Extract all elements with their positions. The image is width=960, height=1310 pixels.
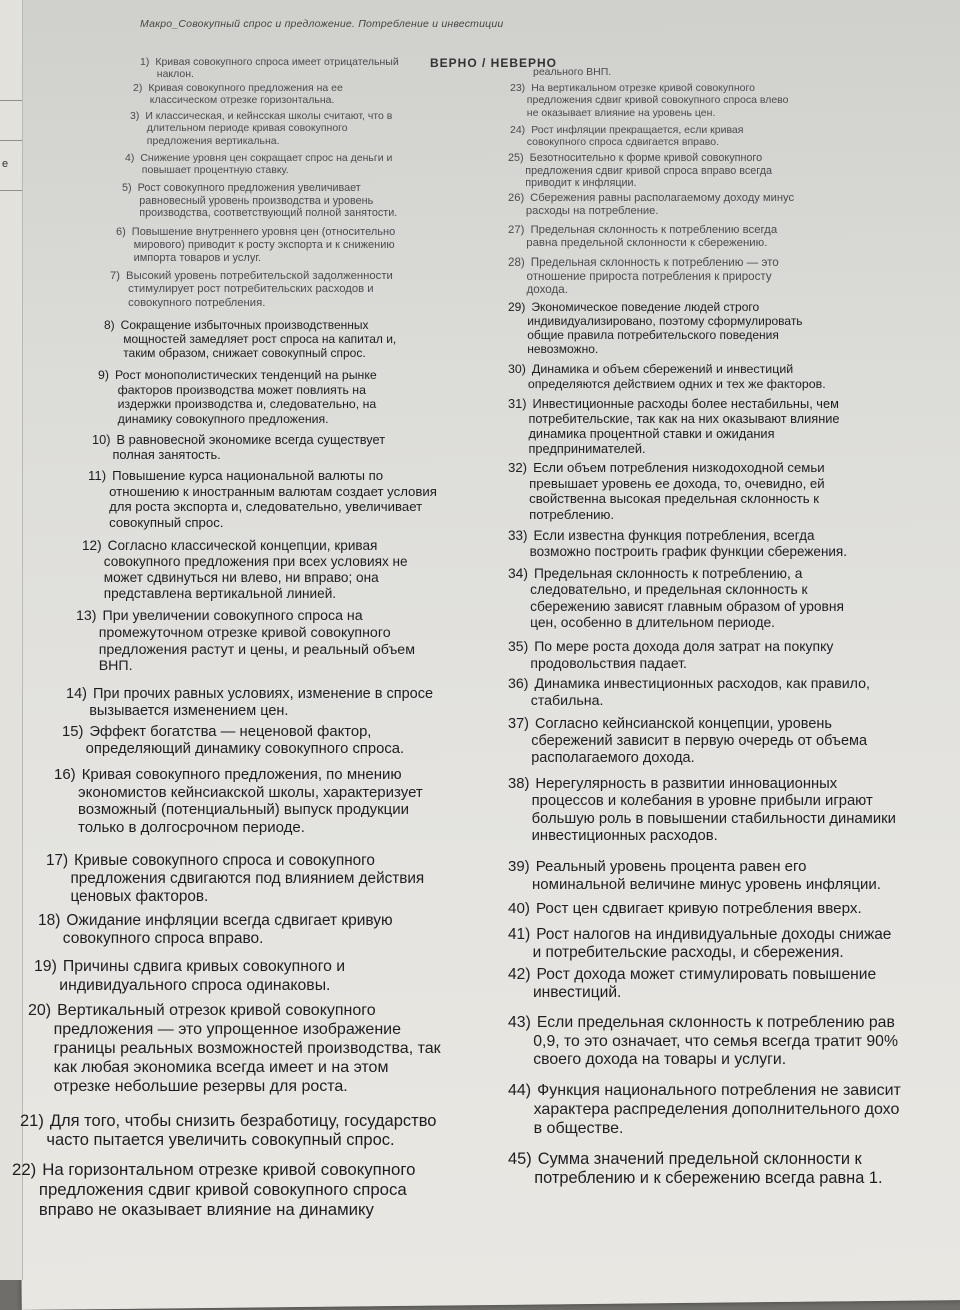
statement-item xyxy=(88,468,437,530)
statement-text: Кривая совокупного спроса имеет отрицательный xyxy=(155,56,399,68)
statement-item xyxy=(46,852,424,906)
statement-number: 42) xyxy=(508,966,531,983)
statement-text: отношению к иностранным валютам создает условия xyxy=(109,483,437,499)
statement-text: совокупный спрос. xyxy=(109,514,224,530)
statement-text: Сокращение избыточных производственных xyxy=(120,318,369,332)
statement-text: полная занятость. xyxy=(112,447,221,463)
statement-text: Нерегулярность в развитии инновационных xyxy=(535,776,838,792)
statement-text: Сбережения равны располагаемому доходу минус xyxy=(530,192,795,204)
statement-number: 20) xyxy=(28,1002,52,1019)
statement-text: определяющий динамику совокупного спроса. xyxy=(85,741,405,758)
statement-text: Высокий уровень потребительской задолженности xyxy=(126,270,393,282)
statement-text: предложения — это упрощенное изображение xyxy=(53,1020,401,1038)
statement-number: 24) xyxy=(510,124,526,136)
statement-item xyxy=(34,958,345,995)
statement-text: следовательно, и предельная склонность к xyxy=(530,582,808,598)
statement-text: приводит к инфляции. xyxy=(525,177,637,190)
statement-text: На вертикальном отрезке кривой совокупного xyxy=(531,82,755,94)
statement-item xyxy=(508,362,826,391)
statement-text: предложения сдвигаются под влиянием действия xyxy=(70,870,425,888)
statement-text: промежуточном отрезке кривой совокупного xyxy=(98,624,391,641)
statement-item xyxy=(28,1002,441,1096)
statement-text: Вертикальный отрезок кривой совокупного xyxy=(57,1002,376,1019)
statement-number: 12) xyxy=(82,538,102,553)
statement-number: 41) xyxy=(508,926,531,943)
statement-text: располагаемого дохода. xyxy=(531,750,695,767)
statement-item xyxy=(533,66,611,78)
statement-text: большую роль в повышении стабильности динамики xyxy=(531,810,896,827)
statement-text: только в долгосрочном периоде. xyxy=(78,819,305,837)
statement-item xyxy=(92,432,385,462)
underlying-sheet-edge xyxy=(0,0,23,1280)
statement-number: 13) xyxy=(76,608,97,624)
statement-number: 6) xyxy=(116,226,126,238)
statement-text: Ожидание инфляции всегда сдвигает кривую xyxy=(66,912,393,929)
statement-number: 7) xyxy=(110,270,121,282)
statement-text: Безотносительно к форме кривой совокупного xyxy=(529,152,763,164)
statement-text: Повышение внутреннего уровня цен (относительно xyxy=(131,226,396,238)
statement-text: предложения сдвиг кривой спроса вправо всегда xyxy=(525,164,773,177)
statement-text: На горизонтальном отрезке кривой совокупного xyxy=(42,1160,416,1179)
statement-number: 3) xyxy=(130,110,140,122)
edge-table-cell xyxy=(0,100,22,141)
statement-text: Кривая совокупного предложения, по мнению xyxy=(81,766,402,783)
statement-text: своего дохода на товары и услуги. xyxy=(533,1051,787,1069)
statement-item xyxy=(20,1112,436,1151)
statement-item xyxy=(98,368,377,426)
statement-item xyxy=(508,256,779,297)
statement-text: потребительские, так как на них оказывают влияние xyxy=(528,411,840,427)
statement-number: 17) xyxy=(46,852,69,869)
statement-text: стимулирует рост потребительских расходов и xyxy=(128,283,374,296)
statement-text: часто пытается увеличить совокупный спрос. xyxy=(46,1131,395,1150)
statement-text: равновесный уровень производства и уровень xyxy=(139,194,374,207)
statement-item xyxy=(510,82,788,119)
statement-text: предложения растут и цены, и реальный объем xyxy=(98,641,415,658)
statement-text: Согласно классической концепции, кривая xyxy=(107,538,378,553)
statement-item xyxy=(38,912,393,949)
statement-number: 44) xyxy=(508,1082,532,1099)
statement-text: возможно построить график функции сбережения. xyxy=(529,543,847,559)
statement-number: 2) xyxy=(133,82,143,94)
statement-number: 35) xyxy=(508,638,529,654)
statement-text: потреблению. xyxy=(529,506,615,522)
statement-text: номинальной величине минус уровень инфляции. xyxy=(532,875,881,893)
statement-item xyxy=(508,152,772,190)
statement-text: В равновесной экономике всегда существует xyxy=(116,432,386,447)
statement-text: возможный (потенциальный) выпуск продукции xyxy=(78,801,410,819)
statement-text: инвестиционных расходов. xyxy=(531,828,718,845)
statement-item xyxy=(116,226,395,265)
statement-text: Если предельная склонность к потреблению рав xyxy=(536,1014,895,1031)
statement-text: в обществе. xyxy=(533,1119,624,1137)
statement-text: границы реальных возможностей производства, так xyxy=(53,1039,441,1057)
statement-text: ценовых факторов. xyxy=(70,888,209,906)
statement-text: отношение прироста потребления к приросту xyxy=(526,269,772,283)
statement-item xyxy=(82,538,408,602)
statement-text: Функция национального потребления не зависит xyxy=(537,1082,901,1099)
statement-text: При увеличении совокупного спроса на xyxy=(102,608,363,624)
statement-number: 27) xyxy=(508,224,525,236)
statement-item xyxy=(508,900,862,918)
statement-text: Повышение курса национальной валюты по xyxy=(112,468,384,483)
statement-text: Динамика и объем сбережений и инвестиций xyxy=(531,362,794,376)
statement-item xyxy=(510,124,743,149)
statement-text: факторов производства может повлиять на xyxy=(117,382,366,397)
statement-text: продовольствия падает. xyxy=(530,654,687,671)
statement-text: динамику совокупного предложения. xyxy=(117,411,329,426)
statement-item xyxy=(508,716,867,767)
statement-number: 32) xyxy=(508,460,528,475)
statement-number: 8) xyxy=(104,318,115,332)
statement-text: отрезке небольшие резервы для роста. xyxy=(53,1077,348,1095)
statement-text: представлена вертикальной линией. xyxy=(103,586,337,602)
statement-text: 0,9, то это означает, что семья всегда тратит 90% xyxy=(533,1032,899,1050)
statement-text: Рост дохода может стимулировать повышение xyxy=(536,966,877,983)
statement-number: 30) xyxy=(508,362,526,376)
statement-text: может сдвинуться ни влево, ни вправо; она xyxy=(103,570,379,586)
statement-item xyxy=(508,858,881,893)
statement-item xyxy=(508,1150,883,1189)
statement-text: как любая экономика всегда имеет и на этом xyxy=(53,1058,389,1076)
statement-text: совокупного потребления. xyxy=(128,296,266,309)
statement-text: Рост инфляции прекращается, если кривая xyxy=(531,124,744,136)
statement-text: индивидуального спроса одинаковы. xyxy=(59,976,331,994)
statement-text: реального ВНП. xyxy=(533,66,612,78)
statement-text: для роста экспорта и, следовательно, увеличивает xyxy=(109,499,423,515)
statement-number: 38) xyxy=(508,776,530,792)
statement-text: мощностей замедляет рост спроса на капитал и, xyxy=(123,332,397,347)
statement-item xyxy=(508,300,803,357)
statement-item xyxy=(508,676,870,710)
statement-item xyxy=(508,192,794,218)
statement-number: 26) xyxy=(508,192,525,204)
statement-number: 40) xyxy=(508,900,530,917)
statement-item xyxy=(508,566,844,631)
statement-text: И классическая, и кейнсская школы считают, что в xyxy=(145,110,393,122)
statement-number: 4) xyxy=(125,152,135,164)
statement-number: 1) xyxy=(140,56,150,68)
statement-text: Снижение уровня цен сокращает спрос на деньги и xyxy=(140,152,393,164)
statement-text: инвестиций. xyxy=(532,984,622,1002)
statement-item xyxy=(140,56,399,81)
statement-item xyxy=(508,1014,898,1070)
statement-text: характера распределения дополнительного дохо xyxy=(533,1100,900,1118)
statement-text: Реальный уровень процента равен его xyxy=(535,858,807,875)
statement-number: 22) xyxy=(12,1160,37,1179)
statement-number: 43) xyxy=(508,1014,531,1031)
statement-text: Сумма значений предельной склонности к xyxy=(537,1150,862,1168)
statement-item xyxy=(12,1160,415,1219)
statement-text: свойственна высокая предельная склонность к xyxy=(529,491,820,507)
statement-text: Экономическое поведение людей строго xyxy=(531,300,760,314)
statement-number: 21) xyxy=(20,1112,44,1130)
statement-item xyxy=(110,270,393,310)
statement-text: процессов и колебания в уровне прибыли играют xyxy=(531,793,873,810)
statement-text: невозможно. xyxy=(527,342,599,357)
statement-text: цен, особенно в длительном периоде. xyxy=(530,614,775,630)
statement-number: 9) xyxy=(98,368,109,382)
statement-text: сбережению зависят главным образом of уровня xyxy=(530,598,844,614)
statement-item xyxy=(133,82,343,107)
statement-text: Рост монополистических тенденций на рынке xyxy=(114,368,377,382)
statement-item xyxy=(508,926,891,962)
statement-number: 36) xyxy=(508,676,529,692)
statement-number: 14) xyxy=(66,686,87,702)
statement-text: Предельная склонность к потреблению всегда xyxy=(530,224,778,236)
statement-text: производства, соответствующий полной занятости. xyxy=(139,207,398,220)
statement-text: Инвестиционные расходы более нестабильны, чем xyxy=(532,396,839,411)
statement-text: совокупного спроса вправо. xyxy=(62,930,264,948)
statement-text: Причины сдвига кривых совокупного и xyxy=(62,958,346,975)
statement-text: динамика процентной ставки и ожидания xyxy=(528,426,775,442)
statement-item xyxy=(62,724,404,759)
statement-item xyxy=(125,152,392,177)
statement-text: Рост совокупного предложения увеличивает xyxy=(137,182,361,194)
statement-number: 25) xyxy=(508,152,524,164)
statement-item xyxy=(508,966,876,1003)
statement-number: 10) xyxy=(92,432,111,447)
statement-text: таким образом, снижает совокупный спрос. xyxy=(123,346,366,361)
statement-text: наклон. xyxy=(156,68,194,81)
statement-text: При прочих равных условиях, изменение в спросе xyxy=(92,686,434,702)
statement-text: совокупного спроса сдвигается вправо. xyxy=(526,136,720,149)
statement-text: дохода. xyxy=(526,283,568,297)
statement-number: 23) xyxy=(510,82,526,94)
statement-text: экономистов кейнсиакской школы, характеризует xyxy=(78,783,423,801)
statement-text: Согласно кейнсианской концепции, уровень xyxy=(534,716,832,732)
page-title: ВЕРНО / НЕВЕРНО xyxy=(430,56,558,70)
statement-number: 29) xyxy=(508,300,526,314)
statement-text: Предельная склонность к потреблению, а xyxy=(533,566,803,581)
statement-text: общие правила потребительского поведения xyxy=(527,328,779,343)
statement-number: 19) xyxy=(34,958,57,975)
statement-item xyxy=(508,396,840,456)
statement-item xyxy=(54,766,423,837)
statement-text: Динамика инвестиционных расходов, как правило, xyxy=(534,676,870,692)
statement-text: Предельная склонность к потреблению — это xyxy=(530,256,779,269)
statement-number: 16) xyxy=(54,766,76,783)
statement-text: индивидуализировано, поэтому сформулировать xyxy=(527,314,803,329)
statement-text: длительном периоде кривая совокупного xyxy=(146,122,348,135)
statement-item xyxy=(508,460,825,522)
statement-item xyxy=(122,182,397,220)
statement-text: повышает процентную ставку. xyxy=(141,164,289,177)
statement-text: классическом отрезке горизонтальна. xyxy=(149,94,335,107)
statement-text: По мере роста дохода доля затрат на покупку xyxy=(534,638,834,654)
statement-text: равна предельной склонности к сбережению. xyxy=(526,237,768,250)
statement-text: потреблению и к сбережению всегда равна 1. xyxy=(534,1169,883,1188)
statement-text: вызывается изменением цен. xyxy=(89,703,289,720)
statement-text: и потребительские расходы, и сбережения. xyxy=(532,944,844,962)
statement-number: 31) xyxy=(508,396,527,411)
statement-text: определяются действием одних и тех же факторов. xyxy=(527,376,826,391)
statement-text: Кривая совокупного предложения на ее xyxy=(148,82,343,94)
statement-text: Эффект богатства — неценовой фактор, xyxy=(89,724,372,740)
statement-text: предпринимателей. xyxy=(528,441,646,457)
statement-number: 37) xyxy=(508,716,529,732)
statement-text: Кривые совокупного спроса и совокупного xyxy=(74,852,375,869)
statement-item xyxy=(66,686,433,720)
statement-number: 33) xyxy=(508,528,528,543)
statement-text: мирового) приводит к росту экспорта и к снижению xyxy=(133,238,395,251)
statement-text: Для того, чтобы снизить безработицу, государство xyxy=(49,1112,437,1130)
statement-text: предложения сдвиг кривой совокупного спроса xyxy=(38,1179,407,1199)
statement-item xyxy=(508,638,833,671)
statement-text: предложения сдвиг кривой совокупного спроса влево xyxy=(526,94,789,107)
statement-number: 15) xyxy=(62,724,84,740)
statement-text: не оказывает влияние на уровень цен. xyxy=(526,106,716,119)
statement-text: импорта товаров и услуг. xyxy=(133,251,262,264)
page-header: Макро_Совокупный спрос и предложение. Потребление и инвестиции xyxy=(140,18,504,30)
statement-item xyxy=(508,224,777,251)
statement-item xyxy=(76,608,415,675)
statement-text: Рост цен сдвигает кривую потребления вверх. xyxy=(535,900,862,917)
statement-number: 28) xyxy=(508,256,525,269)
statement-text: расходы на потребление. xyxy=(525,205,659,218)
statement-number: 18) xyxy=(38,912,61,929)
statement-number: 34) xyxy=(508,566,528,581)
statement-item xyxy=(508,1082,901,1139)
statement-text: сбережений зависит в первую очередь от объема xyxy=(531,733,868,750)
statement-item xyxy=(104,318,396,360)
edge-table-cell xyxy=(0,0,22,101)
statement-number: 39) xyxy=(508,858,530,875)
statement-text: Если известна функция потребления, всегда xyxy=(533,528,815,543)
statement-text: Рост налогов на индивидуальные доходы снижае xyxy=(536,926,892,943)
statement-number: 45) xyxy=(508,1150,532,1168)
edge-letter: е xyxy=(2,158,9,170)
statement-text: вправо не оказывает влияние на динамику xyxy=(38,1199,374,1219)
statement-text: Если объем потребления низкодоходной семьи xyxy=(533,460,825,475)
statement-text: предложения вертикальна. xyxy=(146,134,280,147)
statement-text: издержки производства и, следовательно, на xyxy=(117,397,377,411)
statement-number: 5) xyxy=(122,182,132,194)
statement-item xyxy=(508,528,847,560)
statement-text: стабильна. xyxy=(530,692,604,709)
statement-text: совокупного предложения при всех условиях не xyxy=(103,554,408,570)
statement-item xyxy=(130,110,392,147)
statement-text: превышает уровень ее дохода, то, очевидно, ей xyxy=(529,475,825,491)
statement-text: ВНП. xyxy=(98,658,133,675)
statement-number: 11) xyxy=(88,468,107,483)
statement-item xyxy=(508,776,896,846)
